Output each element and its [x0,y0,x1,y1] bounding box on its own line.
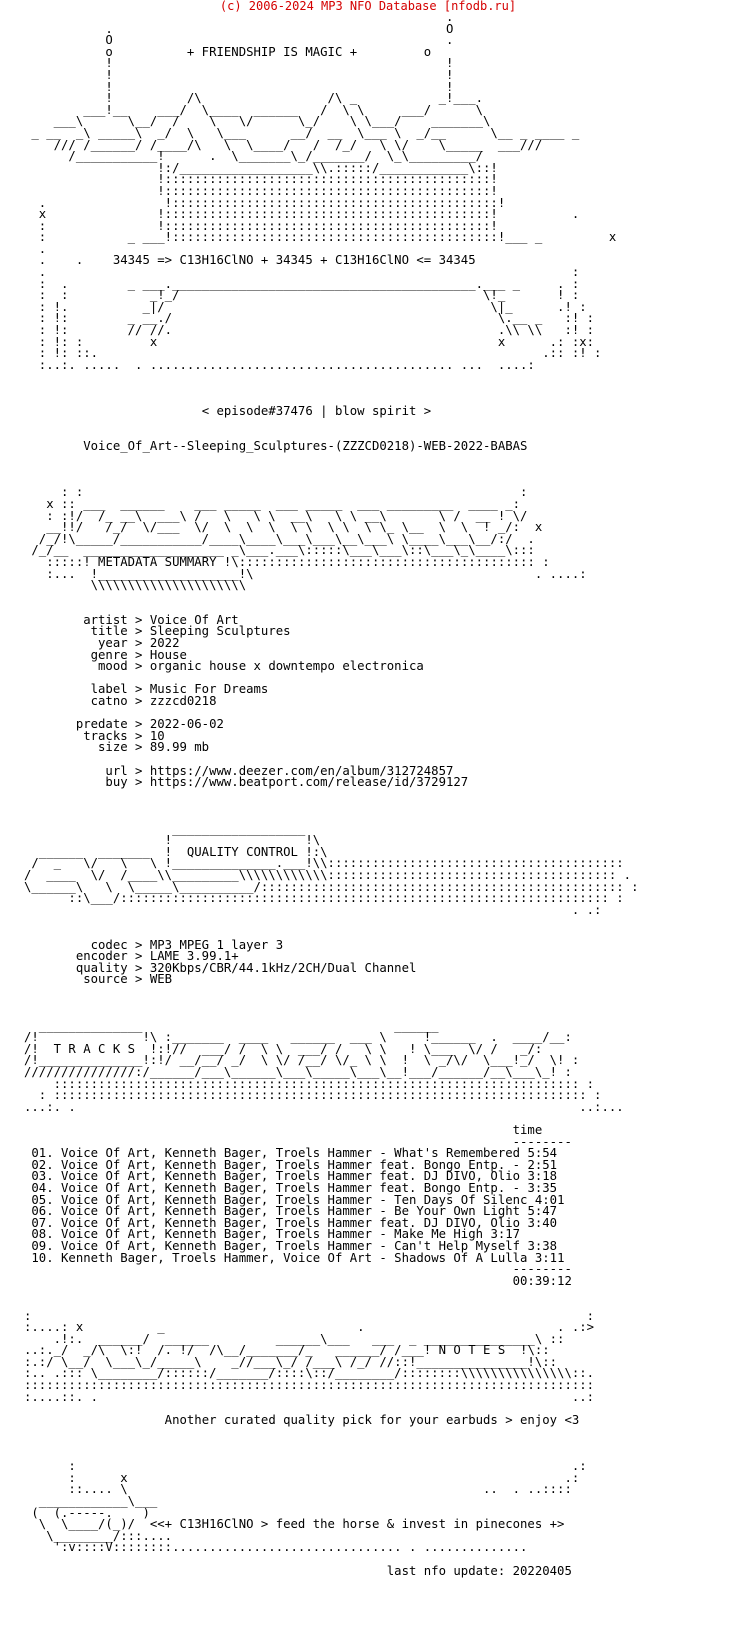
art-line: : _ ___!::::::::::::::::::::::::::::::::::::::::::::!___ _ x [24,230,617,245]
art-line: ::.... \ .. . ..:::: [24,1482,572,1497]
art-line: : !: // //. .\\ \\ :! : [24,323,595,338]
meta-mood-line: mood > organic house x downtempo electronica [24,659,424,674]
art-line: -------- [24,1262,572,1277]
quality-source-line: source > WEB [24,972,173,987]
track-number: 09. [31,1238,54,1253]
art-line: /! T R A C K S !:!// ___/ / \ \ ___/ / \ \ ! \___ \/ / _/: [24,1041,543,1056]
art-line: !::::::::::::::::::::::::::::::::::::::::::::! [24,172,498,187]
meta-size: 89.99 mb [149,740,210,755]
meta-artist-line: artist > Voice Of Art [24,612,239,627]
meta-genre: House [149,647,187,662]
art-line: / ____ \/ /____\\_________\\\\\\\\\\\\::::::::::::::::::::::::::::::::::::::: . [24,867,632,882]
art-line [24,371,638,383]
notes-heading: N O T E S [438,1343,506,1358]
nfo-document [24,12,638,1577]
notes-text-line [24,1412,638,1427]
art-line: ::\___/:::::::::::::::::::::::::::::::::::::::::::::::::::::::::::::::::: : [24,891,624,906]
meta-artist: Voice Of Art [149,612,239,627]
notes-text: Another curated quality pick for your earbuds > enjoy <3 [164,1412,580,1427]
art-line [24,986,638,998]
track-number: 08. [31,1227,54,1242]
episode-tag: < episode#37476 | blow spirit > [201,404,432,419]
art-line: /! !\ :_______ ____ ______ ___ \ !______ . ____/__: [24,1030,572,1045]
meta-label-line: label > Music For Dreams [24,682,269,697]
track-time: 3:40 [527,1215,558,1230]
art-line: /___________! . \_______\_/_______/ \_\_________/ [24,149,484,164]
track-time: 3:11 [534,1250,565,1265]
art-line [24,789,638,801]
footer-tagline-line: \ \____/(_)/ <<+ C13H16ClNO > feed the horse & invest in pinecones +> [24,1517,565,1532]
art-line: : x .: [24,1470,580,1485]
art-line: : !: _ __./ \.__ _ :! : [24,311,595,326]
tracklist-total-line [24,1273,638,1288]
track-time: 3:18 [527,1169,558,1184]
last-update-line [24,1563,638,1578]
quality-codec-line: codec > MP3 MPEG 1 layer 3 [24,937,284,952]
meta-catno: zzzcd0218 [149,694,217,709]
art-line: __!!/ /_/ \/___ \/ \ \ \ \ \ \ \ \ \_ \__ \ \ ! _/: x [24,520,543,535]
track-title: Voice Of Art, Kenneth Bager, Troels Hammer feat. DJ DIVO, Olio [61,1215,521,1230]
track-number: 10. [31,1250,54,1265]
art-line: ______ _______ ! QUALITY CONTROL !:\ [24,844,328,859]
track-number: 02. [31,1157,54,1172]
meta-title-line: title > Sleeping Sculptures [24,624,291,639]
art-line: !::::::::::::::::::::::::::::::::::::::::::::! [24,183,498,198]
last-update: last nfo update: 20220405 [386,1563,572,1578]
art-line: :....::. . ..: [24,1389,595,1404]
meta-url[interactable]: https://www.deezer.com/en/album/312724857 [149,763,454,778]
metadata-heading: METADATA SUMMARY [98,554,217,569]
art-line: o + FRIENDSHIP IS MAGIC + o [24,44,432,59]
footer-tagline: <<+ C13H16ClNO > feed the horse & invest in pinecones +> [149,1517,565,1532]
art-line: x !::::::::::::::::::::::::::::::::::::::::::::! . [24,207,580,222]
art-line: : .: [24,1459,587,1474]
art-line: . . 34345 => C13H16ClNO + 34345 + C13H16ClNO <= 34345 [24,253,476,268]
quality-source: WEB [149,972,173,987]
art-line: /// /______/ /____/\ \ \____/ / /_/ \ \/ \_____ ___/// [24,137,543,152]
art-line: .!:. ______/ ______ ______\___ ___ _ _______________\ :: [24,1331,565,1346]
track-time: 3:38 [527,1238,558,1253]
track-title: Voice Of Art, Kenneth Bager, Troels Hammer feat. DJ DIVO, Olio [61,1169,521,1184]
track-title: Voice Of Art, Kenneth Bager, Troels Hammer - Can't Help Myself [61,1238,521,1253]
art-line: : :::::::::::::::::::::::::::::::::::::::::::::::::::::::::::::::::::::::: : [24,1088,602,1103]
meta-size-line: size > 89.99 mb [24,740,210,755]
art-line: : . _ ___._________________________________________.___ _ . : [24,276,580,291]
art-line: : !: ::. .:: :! : [24,346,602,361]
art-line: ///////////////:/______/___\______\___\_____\___\__!___/______/__\___\_! : [24,1065,572,1080]
meta-year-line: year > 2022 [24,636,180,651]
track-time: 5:47 [527,1204,558,1219]
slogan: + FRIENDSHIP IS MAGIC + [186,44,358,59]
quality-encoder: LAME 3.99.1+ [149,949,239,964]
quality-encoder-line: encoder > LAME 3.99.1+ [24,949,239,964]
track-time: 3:17 [490,1227,521,1242]
art-line: \________/:::.... [24,1528,173,1543]
art-line: \______\ \ \_____\__________/::::::::::::::::::::::::::::::::::::::::::::::::: : [24,879,639,894]
footer-tagline-line: ( (.-----. ) [24,1505,150,1520]
meta-mood: organic house x downtempo electronica [149,659,424,674]
meta-catno-line: catno > zzzcd0218 [24,694,217,709]
art-line: :... !___________________!\ . ....: [24,566,587,581]
track-title: Voice Of Art, Kenneth Bager, Troels Hammer - Ten Days Of Silenc [61,1192,528,1207]
art-line: /!______________!:!/ __/__/ _/ \ \/ /__/ \/_ \ \ ! \ _/\/ \___!_/ \! : [24,1053,580,1068]
quality-quality-line: quality > 320Kbps/CBR/44.1kHz/2CH/Dual Channel [24,960,417,975]
art-line: -------- [24,1134,572,1149]
meta-tracks-line: tracks > 10 [24,728,165,743]
quality-heading: QUALITY CONTROL [186,844,298,859]
art-line: : : [24,1308,595,1323]
track-title: Voice Of Art, Kenneth Bager, Troels Hammer - Make Me High [61,1227,484,1242]
art-line: . [24,241,47,256]
track-title: Kenneth Bager, Troels Hammer, Voice Of Art - Shadows Of A Lulla [61,1250,528,1265]
meta-predate: 2022-06-02 [149,717,224,732]
art-line: ______________ ______ [24,1018,439,1033]
art-line: :..:. ..... . ......................................... ... ....: [24,357,535,372]
art-line: ...:. . ..:... [24,1099,624,1114]
meta-title: Sleeping Sculptures [149,624,291,639]
release-name: Voice_Of_Art--Sleeping_Sculptures-(ZZZCD0218)-WEB-2022-BABAS [83,438,528,453]
art-line: O . [24,33,454,48]
art-line [24,418,638,430]
meta-year: 2022 [149,636,180,651]
art-line [24,464,638,476]
meta-url-line: url > https://www.deezer.com/en/album/312724857 [24,763,454,778]
meta-genre-line: genre > House [24,647,187,662]
art-line: ::::::::::::::::::::::::::::::::::::::::::::::::::::::::::::::::::::::::::::: [24,1378,595,1393]
art-line [24,1287,638,1299]
art-line: :.:/ \__/ \___\_/_____\ _//___\_/ /___\ /_/ //::!_______________!\:: [24,1354,558,1369]
quality-codec: MP3 MPEG 1 layer 3 [149,937,284,952]
art-line: . : [24,265,580,280]
art-line: ____________\___ [24,1494,158,1508]
art-line: _ __ _\ _____\ _/ \ \___ __/ __ \___ \ _/__ \__ _ ____ _ [24,125,580,140]
art-line: ':v::::V::::::::............................... . .............. [24,1540,528,1555]
track-time: 2:51 [527,1157,558,1172]
tracklist-total: 00:39:12 [512,1273,572,1288]
track-time: 4:01 [534,1192,565,1207]
art-line: :::::! METADATA SUMMARY !\:::::::::::::::::::::::::::::::::::::::: : [24,554,550,569]
track-number: 07. [31,1215,54,1230]
art-line: __________________ [24,821,306,836]
track-number: 04. [31,1180,54,1195]
quality-value: 320Kbps/CBR/44.1kHz/2CH/Dual Channel [149,960,417,975]
track-number: 06. [31,1204,54,1219]
art-line [24,916,638,928]
art-line: : !. _|/ \|_ .! : [24,299,587,314]
meta-label: Music For Dreams [149,682,269,697]
track-title: Voice Of Art, Kenneth Bager, Troels Hammer feat. Bongo Entp. - [61,1180,521,1195]
art-line [24,1438,638,1450]
art-line: : !: : x x .: :x: [24,334,595,349]
track-number: 03. [31,1169,54,1184]
tracklist [24,1148,638,1264]
art-line: . O [24,21,454,36]
track-number: 01. [31,1146,54,1161]
meta-buy[interactable]: https://www.beatport.com/release/id/3729127 [149,775,469,790]
art-line: :.. .::: \________/::::::/_______/::::\::/________/::::::::\\\\\\\\\\\\\\\::. [24,1366,595,1381]
art-line: :....: x _ . . .:> [24,1320,595,1335]
art-line [24,997,638,1009]
tracks-heading: T R A C K S [53,1041,136,1056]
track-title: Voice Of Art, Kenneth Bager, Troels Hammer - Be Your Own Light [61,1204,521,1219]
art-line: . .: [24,902,602,917]
meta-tracks: 10 [149,728,165,743]
art-line [24,800,638,812]
art-line [24,406,638,418]
copyright-banner: (c) 2006-2024 MP3 NFO Database [nfodb.ru] [219,0,517,13]
art-line: /_/__ ___________________ _\___.___\:::::\___\___\::\___\_\____\::: [24,543,535,558]
track-title: Voice Of Art, Kenneth Bager, Troels Hammer - What's Remembered [61,1146,521,1161]
art-line: ___\ \__/ / \ \/ \_/ \ \___/ _______\ [24,114,491,129]
art-line: \\\\\\\\\\\\\\\\\\\\\ [24,578,247,593]
art-line: / _ \/ \ \ !______________.___!\\:::::::::::::::::::::::::::::::::::::::: [24,856,624,871]
art-line [24,438,638,453]
art-line: !:/__________________\\.:::::/____________\::! [24,160,498,175]
art-line: ! ! [24,79,454,94]
art-line: ::::::::::::::::::::::::::::::::::::::::::::::::::::::::::::::::::::::: : [24,1076,595,1091]
meta-buy-line: buy > https://www.beatport.com/release/id/3729127 [24,775,469,790]
track-number: 05. [31,1192,54,1207]
track-time: 5:54 [527,1146,558,1161]
art-line: ! !\ [24,833,321,848]
tracklist-time-header: time [512,1123,543,1137]
art-line [24,1426,638,1438]
art-line: ..:._/ _/\ \:! /. !/ /\__/_______/_ ______/ /___! N O T E S !\:: [24,1343,550,1358]
art-line [24,453,638,465]
art-line: : :!/ /_ __\ ___\ / \ \ \ __\ \ \ __\ \ / __ ! \/ [24,508,528,523]
track-time: 3:35 [527,1180,558,1195]
art-line: . !::::::::::::::::::::::::::::::::::::::::::::! [24,195,506,210]
formula: 34345 => C13H16ClNO + 34345 + C13H16ClNO <= 34345 [112,253,476,268]
track-title: Voice Of Art, Kenneth Bager, Troels Hammer feat. Bongo Entp. - [61,1157,521,1172]
art-line: x :: ___ ______ ___ _____ ___ _____ ___ _________ ____ _: [24,496,521,511]
meta-predate-line: predate > 2022-06-02 [24,717,224,732]
art-line: ! /\ /\ _ _!___. [24,91,484,106]
art-line: : : : [24,485,528,500]
art-line: : !::::::::::::::::::::::::::::::::::::::::::::! [24,218,498,233]
art-line [24,592,638,604]
art-line: /_/!\_____/___________/____\____\___\___\__\___\ \____\___\__/:/ . [24,531,535,546]
art-line: ___!__ ___/ \____ ______ / \ \ ___/ \ [24,102,484,117]
art-line: ! ! [24,56,454,71]
art-line: . [24,10,454,24]
art-line [24,383,638,395]
art-line: ! ! [24,67,454,82]
art-line: : : _!_/ \!_ ! : [24,288,580,303]
